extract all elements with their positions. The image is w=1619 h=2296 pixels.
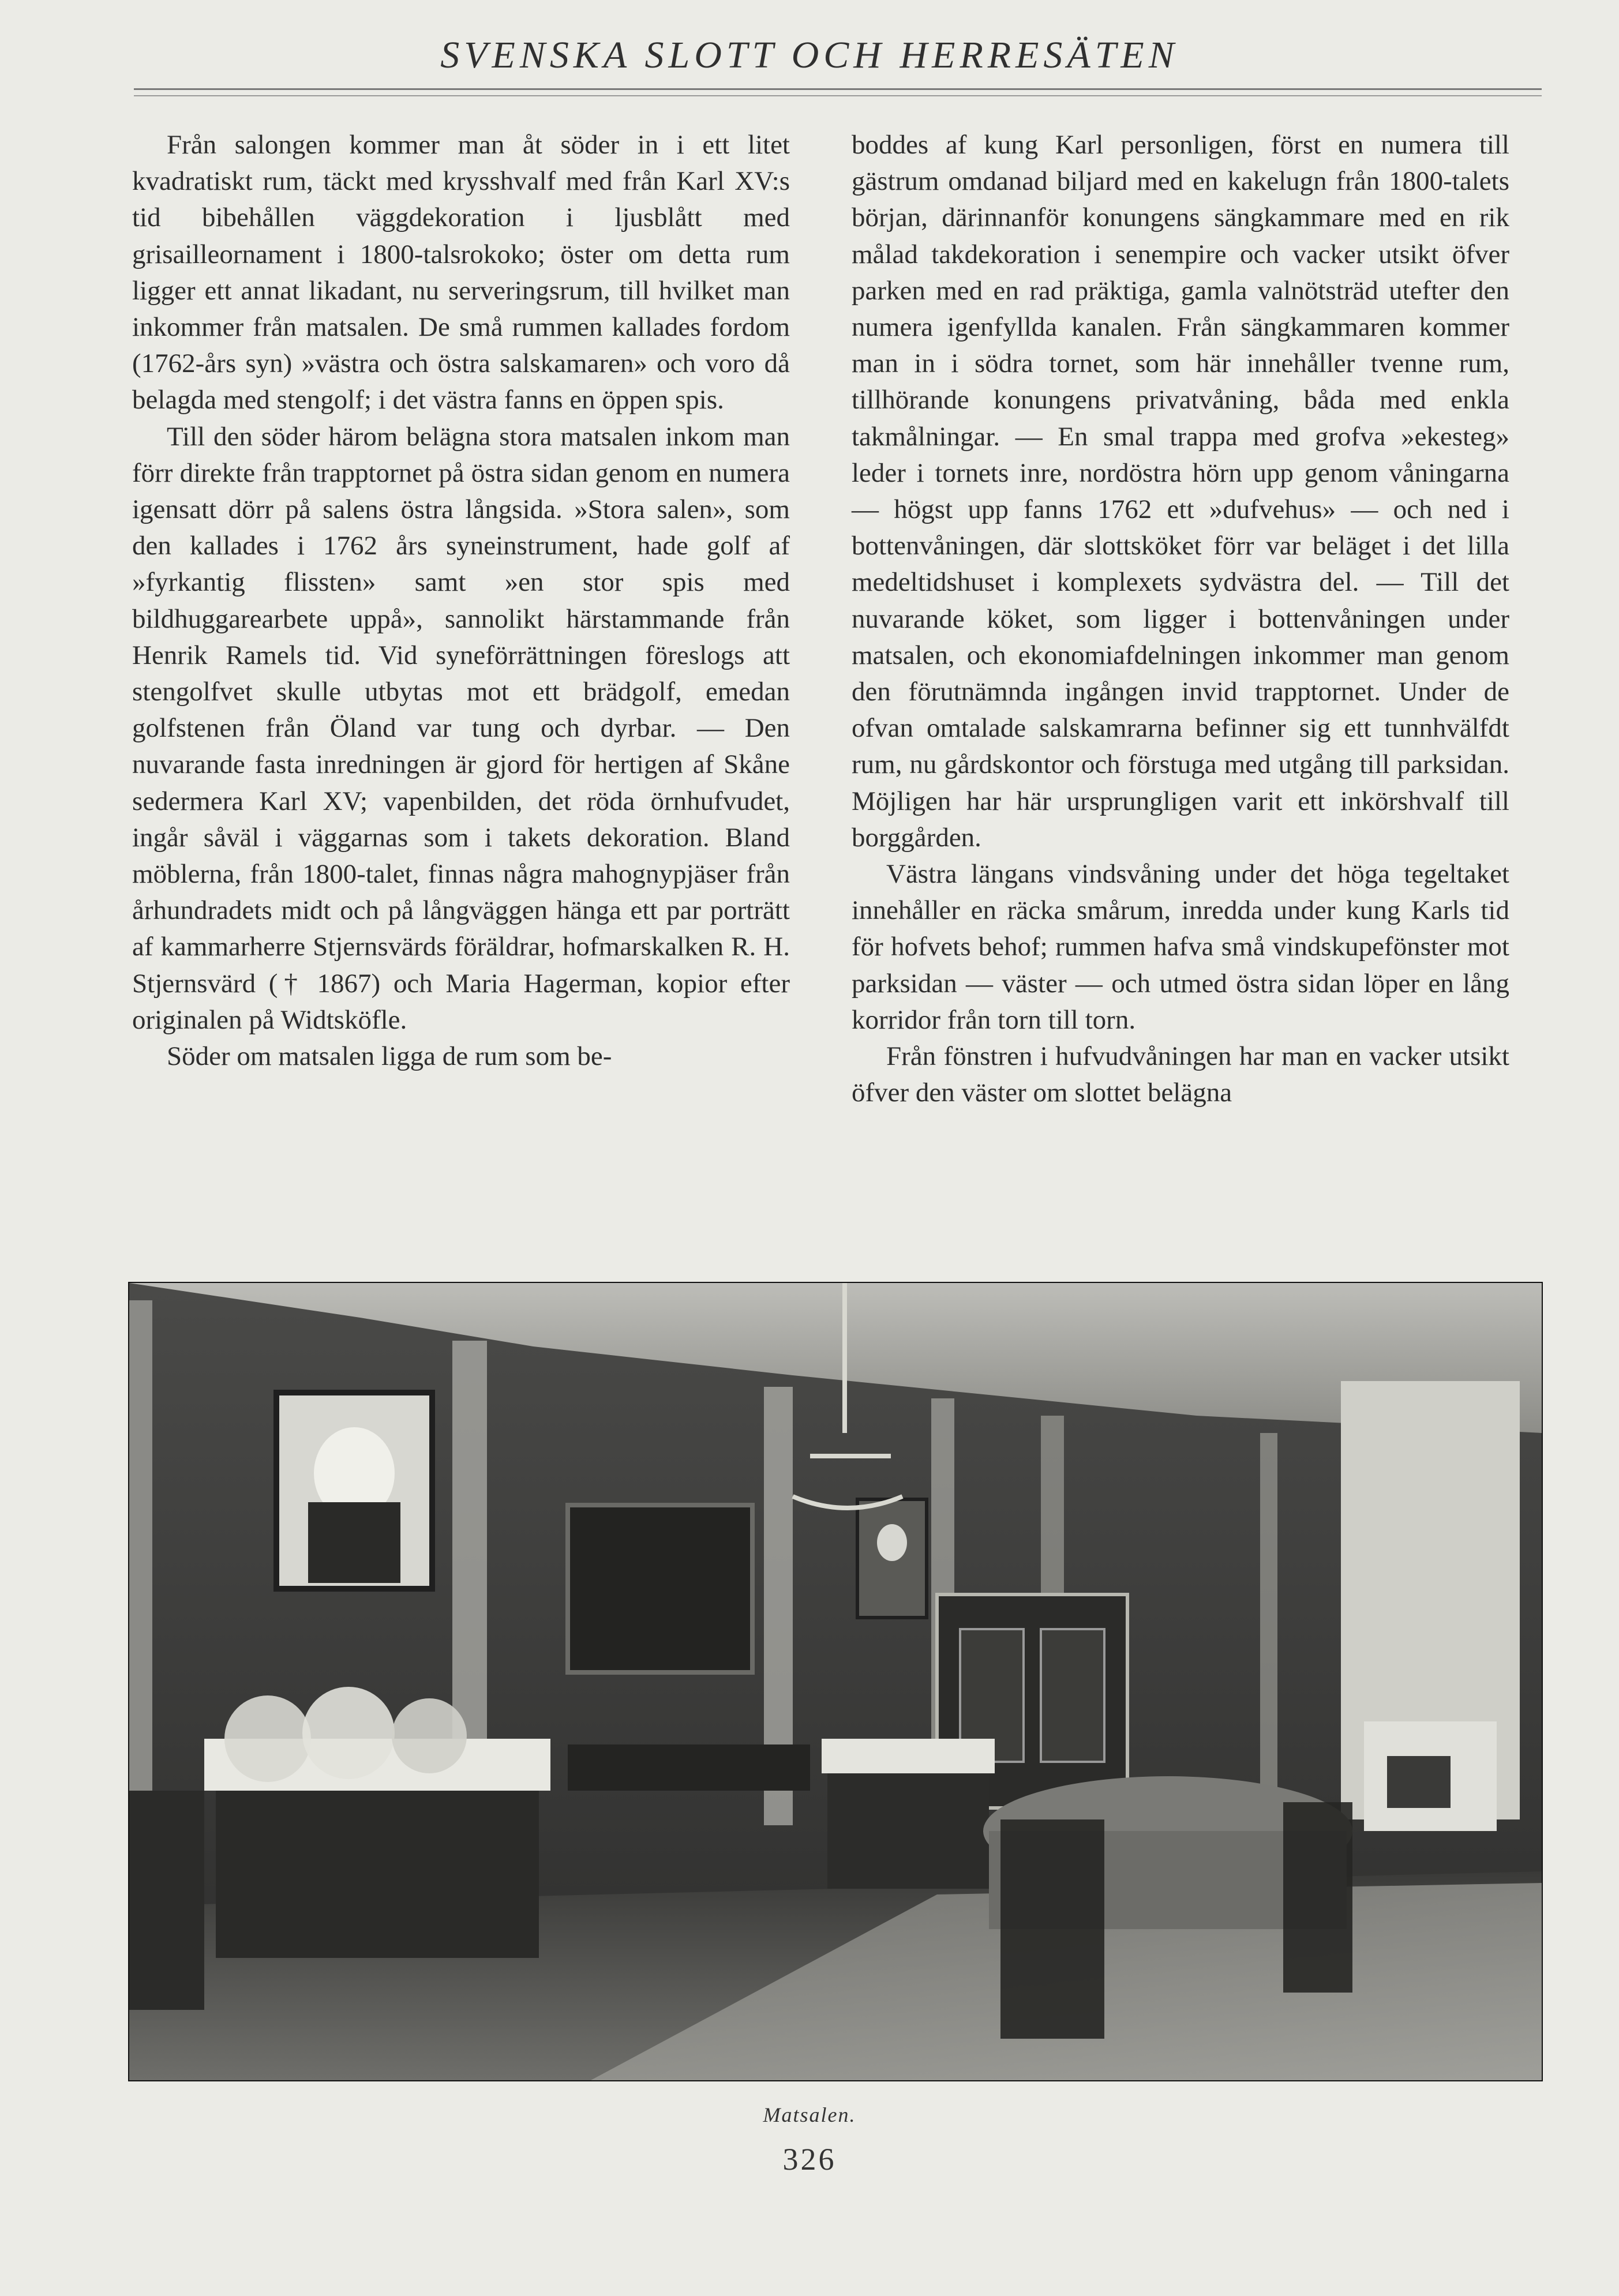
header-rule-thin xyxy=(134,95,1542,96)
left-column xyxy=(132,127,790,1075)
paragraph: Söder om matsalen ligga de rum som be- xyxy=(167,1041,612,1072)
right-column xyxy=(852,127,1509,1111)
dining-room-photograph xyxy=(128,1282,1543,2081)
page-number: 326 xyxy=(782,2142,837,2177)
paragraph: boddes af kung Karl personligen, först en numera till gästrum omdanad biljard med en kakelugn från 1800-talets början, därinnanför konungens sängkammare med en rik målad takdekoration i senempire och vacker utsikt öfver parken med en rad präktiga, gamla valnötsträd utefter den numera igenfyllda kanalen. Från sängkammaren kommer man in i södra tornet, som här innehåller tvenne rum, tillhörande konungens privatvåning, båda med enkla takmålningar. — En smal trappa med grofva »ekesteg» leder i tornets inre, nordöstra hörn upp genom våningarna — högst upp fanns 1762 ett »dufvehus» — och ned i bottenvåningen, där slottsköket förr var beläget i det lilla medeltidshuset i komplexets sydvästra del. — Till det nuvarande köket, som ligger i bottenvåningen under matsalen, och ekonomiafdelningen inkommer man genom den förutnämnda ingången invid trapptornet. Under de ofvan omtalade salskamrarna befinner sig ett tunnhvälfdt rum, nu gårdskontor och förstuga med utgång till parksidan. Möjligen har här ursprungligen varit ett inkörshvalf till borggården. xyxy=(852,130,1509,853)
paragraph: Till den söder härom belägna stora matsalen inkom man förr direkte från trapptornet på östra sidan genom en numera igensatt dörr på salens östra långsida. »Stora salen», som den kallades i 1762 års syneinstrument, hade golf af »fyrkantig flissten» samt »en stor spis med bildhuggarearbete uppå», sannolikt härstammande från Henrik Ramels tid. Vid syneförrättningen föreslogs att stengolfvet skulle utbytas mot ett brädgolf, emedan golfstenen från Öland var tung och dyrbar. — Den nuvarande fasta inredningen är gjord för hertigen af Skåne sedermera Karl XV; vapenbilden, det röda örnhufvudet, ingår såväl i väggarnas som i takets dekoration. Bland möblerna, från 1800-talet, finnas några mahognypjäser från århundradets midt och på långväggen hänga ett par porträtt af kammarherre Stjernsvärds föräldrar, hofmarskalken R. H. Stjernsvärd († 1867) och Maria Hagerman, kopior efter originalen på Widtsköfle. xyxy=(132,421,790,1035)
running-header: SVENSKA SLOTT OCH HERRESÄTEN xyxy=(440,34,1179,76)
figure-caption: Matsalen. xyxy=(763,2103,856,2126)
header-rule xyxy=(134,88,1542,90)
paragraph: Från salongen kommer man åt söder in i ett litet kvadratiskt rum, täckt med krysshvalf med från Karl XV:s tid bibehållen väggdekoration i ljusblått med grisailleornament i 1800-talsrokoko; öster om detta rum ligger ett annat likadant, nu serveringsrum, till hvilket man inkommer från matsalen. De små rummen kallades fordom (1762-års syn) »västra och östra salskamaren» och voro då belagda med stengolf; i det västra fanns en öppen spis. xyxy=(132,130,790,415)
paragraph: Västra längans vindsvåning under det höga tegeltaket innehåller en räcka smårum, inredda under kung Karls tid för hofvets behof; rummen hafva små vindskupefönster mot parksidan — väster — och utmed östra sidan löper en lång korridor från torn till torn. xyxy=(852,859,1509,1035)
paragraph: Från fönstren i hufvudvåningen har man en vacker utsikt öfver den väster om slottet belägna xyxy=(852,1041,1509,1108)
